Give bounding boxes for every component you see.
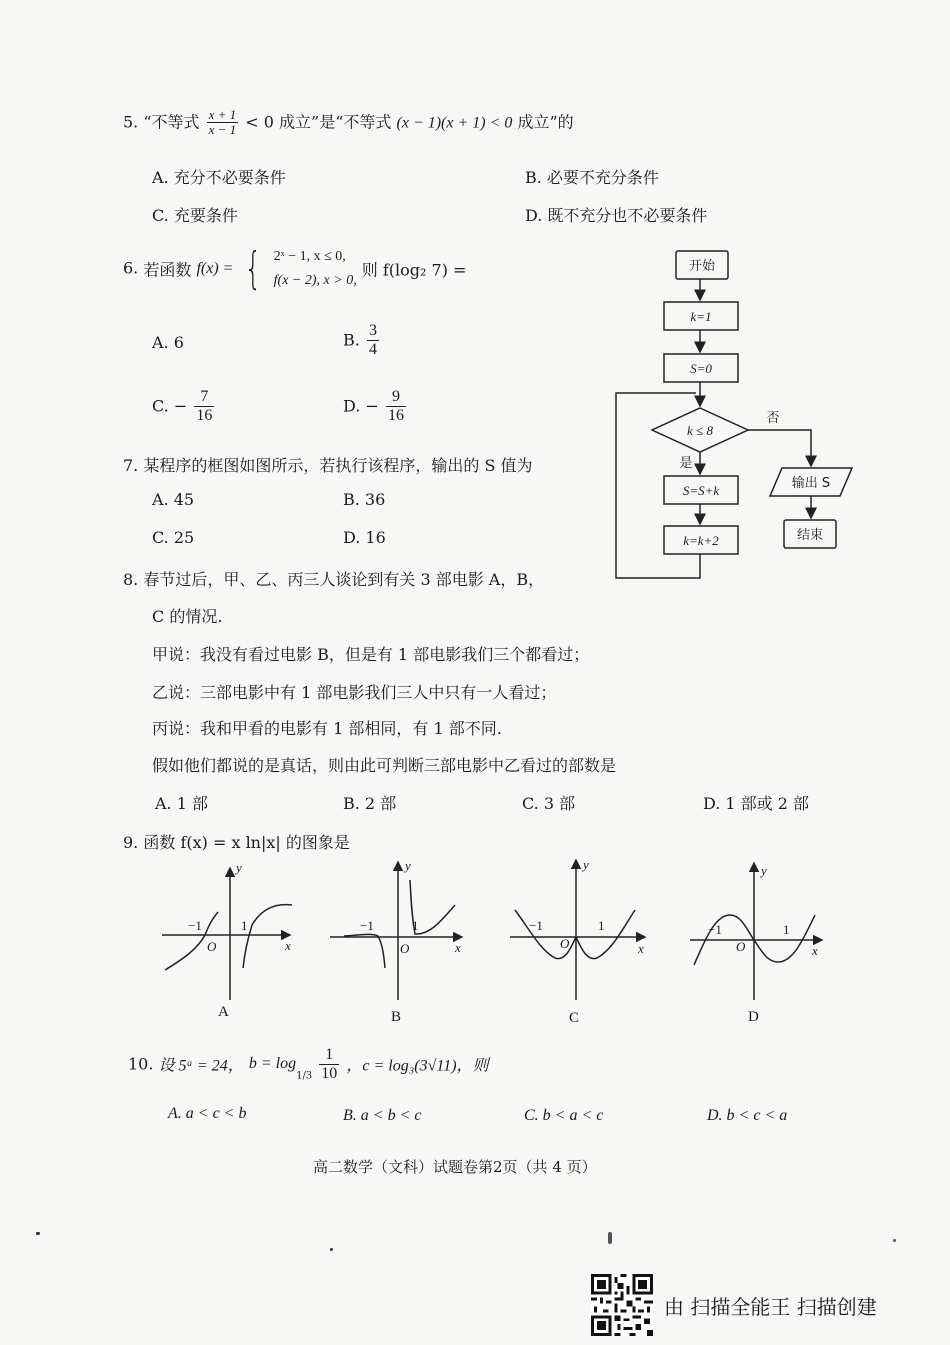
- graph-b-x-label: x: [455, 940, 461, 955]
- graph-d-neg-one: −1: [708, 922, 722, 937]
- q9-text: 函数 f(x) = x ln|x| 的图象是: [143, 833, 350, 852]
- graph-d-label: D: [748, 1009, 759, 1025]
- graph-b-y-label: y: [405, 858, 411, 873]
- graph-b: [330, 862, 462, 1000]
- q5-option-d: D. 既不充分也不必要条件: [525, 206, 708, 225]
- q10-b-frac: [319, 1046, 339, 1082]
- q10-option-b: B. a < b < c: [343, 1107, 422, 1124]
- q6-option-a: A. 6: [152, 333, 184, 352]
- q7-text: 某程序的框图如图所示，若执行该程序，输出的 S 值为: [143, 456, 533, 475]
- q6-c-num: 7: [194, 388, 214, 407]
- q8-ask: 假如他们都说的是真话，则由此可判断三部电影中乙看过的部数是: [152, 756, 617, 775]
- q8-number: 8.: [123, 570, 139, 589]
- q6-option-b-label: B.: [343, 330, 360, 350]
- flow-start-text: 开始: [688, 259, 716, 274]
- graph-d-x-label: x: [812, 943, 818, 958]
- q5-expr: (x − 1)(x + 1) < 0: [396, 114, 513, 132]
- q6-option-d-frac: [386, 388, 406, 424]
- graph-a-neg-one: −1: [188, 918, 202, 933]
- graph-d-one: 1: [783, 922, 790, 937]
- q6-number: 6.: [123, 258, 139, 278]
- q5-option-a: A. 充分不必要条件: [152, 168, 286, 187]
- flow-end-text: 结束: [796, 528, 824, 543]
- graph-a-label: A: [218, 1004, 229, 1020]
- q8-line1: 春节过后，甲、乙、丙三人谈论到有关 3 部电影 A，B，: [143, 570, 545, 589]
- graph-c-origin: O: [560, 936, 570, 951]
- graph-d-origin: O: [736, 939, 746, 954]
- q6-brace: {: [244, 243, 261, 294]
- q6-option-d-label: D. −: [343, 396, 379, 416]
- q5-option-b: B. 必要不充分条件: [525, 168, 659, 187]
- q6-d-num: 9: [386, 388, 406, 407]
- q6-c-den: 16: [196, 406, 213, 424]
- q6-case2: f(x − 2), x > 0,: [273, 273, 357, 288]
- flow-condition-text: k ≤ 8: [687, 423, 713, 438]
- graph-b-one: 1: [412, 918, 419, 933]
- q6-b-den: 4: [368, 340, 377, 358]
- q5-fraction: [207, 108, 239, 138]
- q5-option-c: C. 充要条件: [152, 206, 238, 225]
- flow-update-k-text: k=k+2: [683, 533, 719, 548]
- q6-prefix: 若函数: [143, 260, 192, 280]
- q5-frac-denominator: x − 1: [208, 122, 237, 138]
- scanner-watermark: 由 扫描全能王 扫描创建: [664, 1295, 877, 1319]
- scan-speck: [893, 1239, 896, 1242]
- q8-bing: 丙说：我和甲看的电影有 1 部相同，有 1 部不同.: [152, 719, 502, 738]
- q10-c-def: ，c = log₃(3√11)，则: [346, 1057, 489, 1075]
- flow-init-k-text: k=1: [690, 309, 712, 324]
- q7-option-b: B. 36: [343, 490, 386, 509]
- flow-yes-label: 是: [679, 456, 693, 471]
- q6-option-c-frac: [194, 388, 214, 424]
- graph-c-label: C: [569, 1010, 580, 1026]
- graph-a-origin: O: [207, 939, 217, 954]
- q9-stem: [123, 830, 350, 853]
- q8-yi: 乙说：三部电影中有 1 部电影我们三人中只有一人看过；: [152, 683, 557, 702]
- page-footer: 高二数学（文科）试题卷第2页（共 4 页）: [313, 1158, 597, 1176]
- q9-graphs: [150, 855, 840, 1030]
- q6-b-num: 3: [368, 322, 377, 339]
- scan-speck: [608, 1232, 612, 1244]
- graph-a-one: 1: [241, 918, 248, 933]
- q10-text1: 设 5ᵃ = 24，: [158, 1057, 244, 1075]
- q8-option-b: B. 2 部: [343, 794, 397, 813]
- q5-mid: < 0 成立”是“不等式: [245, 112, 392, 132]
- q10-b-base: 1/3: [296, 1070, 313, 1082]
- q7-option-c: C. 25: [152, 528, 195, 547]
- q10-option-a: A. a < c < b: [168, 1105, 247, 1122]
- q10-option-d: D. b < c < a: [707, 1107, 788, 1124]
- q6-option-c-label: C. −: [152, 396, 188, 416]
- q7-number: 7.: [123, 456, 139, 475]
- q5-suffix: 成立”的: [517, 112, 574, 132]
- q7-stem: [123, 453, 533, 476]
- graph-c-neg-one: −1: [529, 918, 543, 933]
- q6-option-b-frac: [367, 322, 379, 358]
- q8-option-a: A. 1 部: [155, 794, 208, 813]
- q5-prefix: “不等式: [143, 112, 200, 132]
- graph-a-x-label: x: [285, 938, 291, 953]
- scan-speck: [36, 1232, 40, 1235]
- graph-c-one: 1: [598, 918, 605, 933]
- q6-fx: f(x) =: [196, 260, 234, 277]
- q10-number: 10.: [128, 1054, 154, 1074]
- graph-d-y-label: y: [761, 863, 767, 878]
- flow-update-s-text: S=S+k: [682, 483, 720, 498]
- qr-code-icon: [591, 1274, 653, 1336]
- flow-init-s-text: S=0: [690, 361, 712, 376]
- graph-a-y-label: y: [236, 860, 242, 875]
- q6-option-d: [343, 388, 408, 424]
- q10-option-c: C. b < a < c: [524, 1107, 604, 1124]
- q6-suffix: 则 f(log₂ 7) =: [361, 260, 467, 280]
- q10-stem: [128, 1046, 489, 1082]
- q10-b-def: b = log: [248, 1055, 297, 1073]
- scan-speck: [330, 1248, 333, 1251]
- q7-option-a: A. 45: [152, 490, 195, 509]
- q8-line2: C 的情况.: [152, 607, 223, 626]
- graph-b-neg-one: −1: [360, 918, 374, 933]
- q6-option-b: [343, 322, 381, 358]
- q6-d-den: 16: [387, 406, 404, 424]
- q8-stem-line1: [123, 567, 544, 590]
- q6-case1: 2ˣ − 1, x ≤ 0,: [273, 249, 346, 264]
- q7-option-d: D. 16: [343, 528, 386, 547]
- q8-option-d: D. 1 部或 2 部: [703, 794, 810, 813]
- q5-number: 5.: [123, 112, 139, 132]
- flow-output-text: 输出 S: [791, 476, 831, 491]
- flowchart: [600, 240, 860, 590]
- q5-stem: [123, 108, 574, 138]
- graph-c-y-label: y: [583, 857, 589, 872]
- graph-b-origin: O: [400, 941, 410, 956]
- q6-cases: [274, 245, 357, 293]
- q6-option-c: [152, 388, 216, 424]
- q8-option-c: C. 3 部: [522, 794, 576, 813]
- graph-b-label: B: [391, 1009, 402, 1025]
- q10-b-den: 10: [321, 1064, 338, 1082]
- graph-a: [162, 868, 292, 1000]
- q8-jia: 甲说：我没有看过电影 B，但是有 1 部电影我们三个都看过；: [152, 645, 590, 664]
- q5-frac-numerator: x + 1: [208, 107, 237, 122]
- flow-no-label: 否: [766, 411, 780, 426]
- q10-b-num: 1: [319, 1046, 339, 1065]
- graph-c-x-label: x: [638, 941, 644, 956]
- q9-number: 9.: [123, 833, 139, 852]
- q6-stem: [123, 245, 466, 293]
